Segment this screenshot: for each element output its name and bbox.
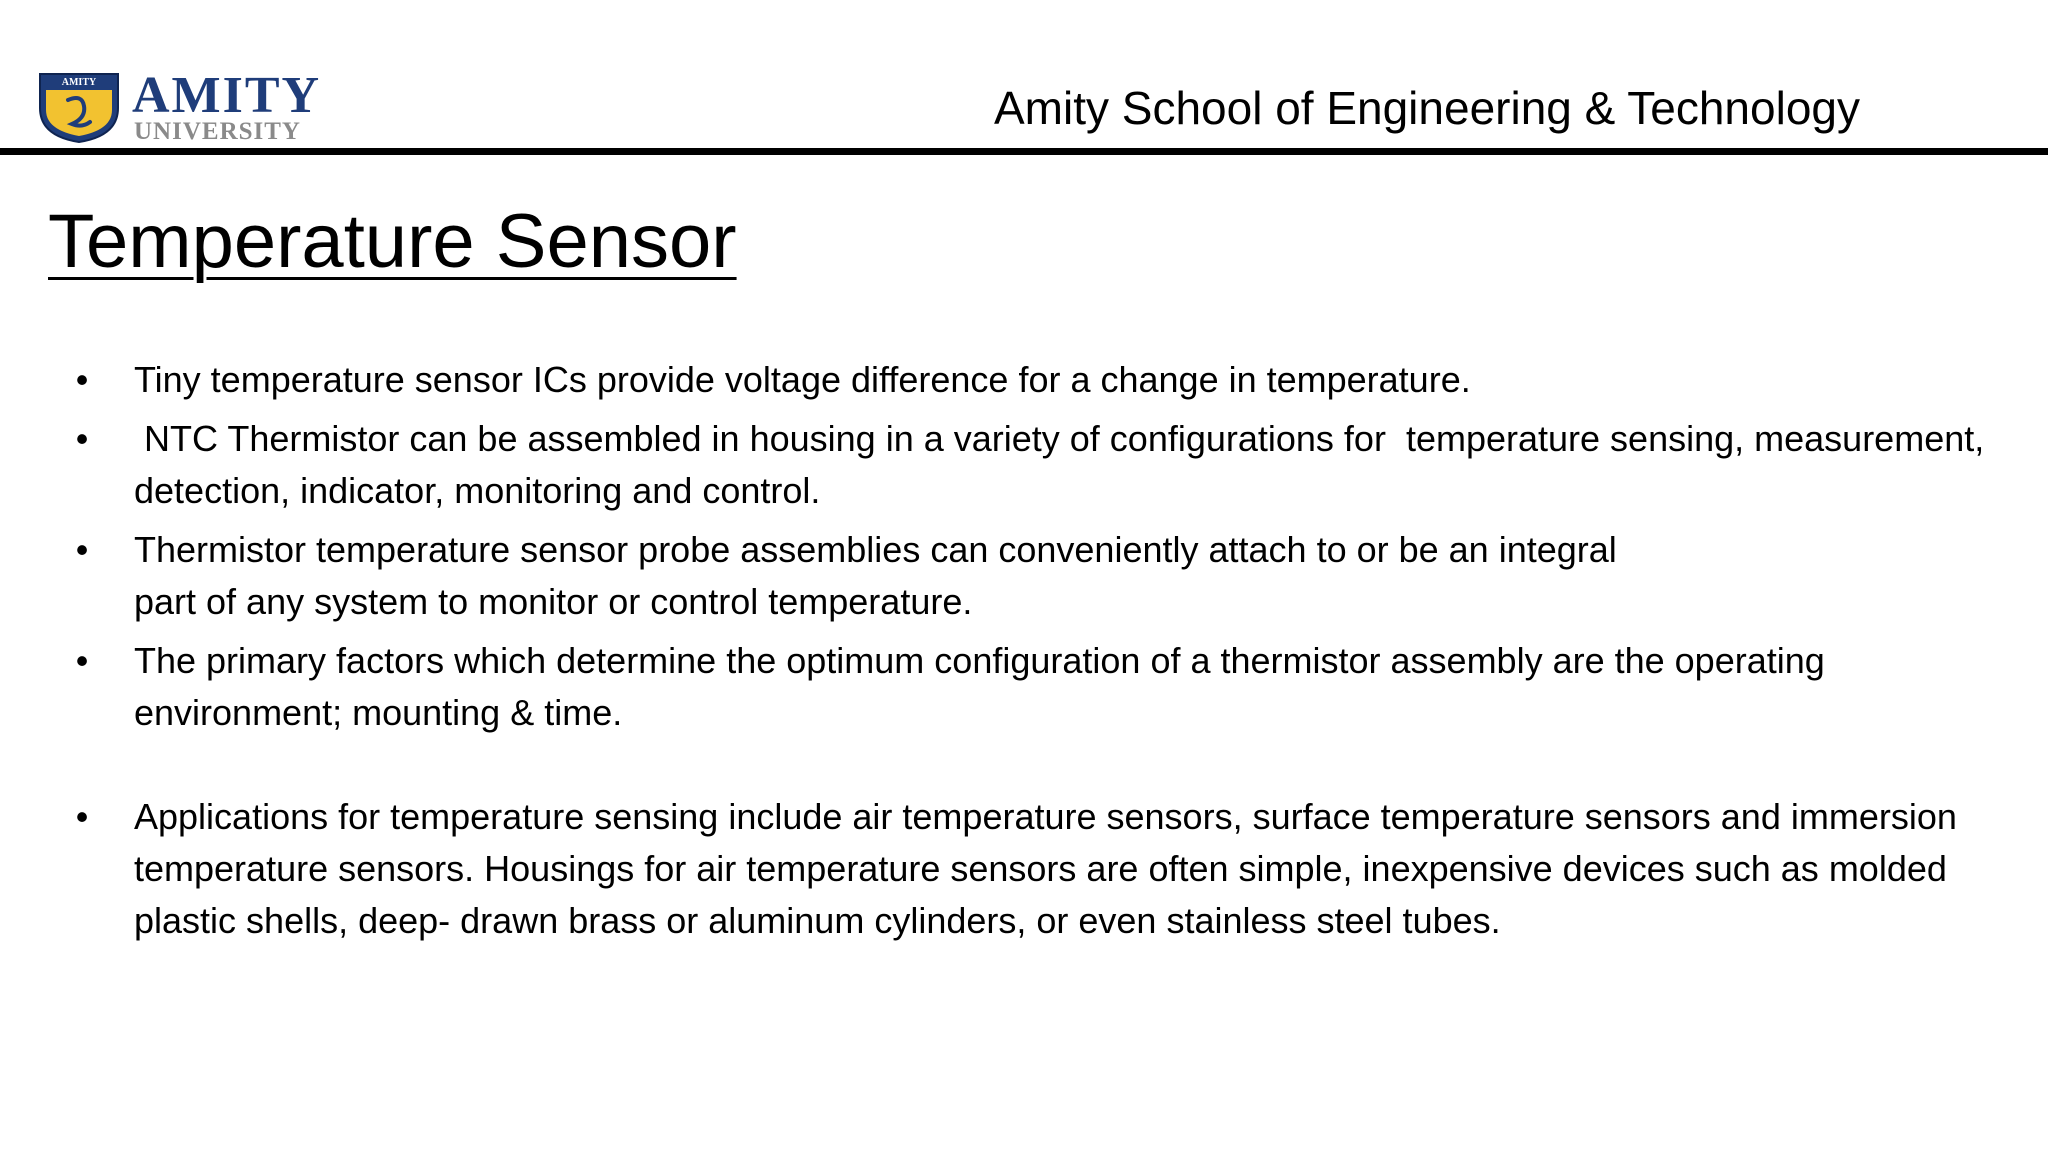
bullet-text: The primary factors which determine the optimum configuration of a thermistor assembly are the operating environment; mounting & time. xyxy=(134,640,1825,733)
bullet-item xyxy=(70,524,2010,628)
bullet-item xyxy=(70,635,2010,739)
logo-name: AMITY xyxy=(132,67,322,124)
bullet-item xyxy=(70,413,2010,517)
bullet-dot-icon: • xyxy=(75,529,89,570)
bullet-item xyxy=(70,791,2010,947)
bullet-dot-icon: • xyxy=(75,359,89,400)
bullet-text: Applications for temperature sensing include air temperature sensors, surface temperature sensors and immersion temperature sensors. Housings for air temperature sensors are often simple, inexpensive devices such as molded plastic shells, deep- drawn brass or aluminum cylinders, or even stainless steel tubes. xyxy=(134,796,1957,941)
logo-sub: UNIVERSITY xyxy=(134,118,301,144)
amity-logo xyxy=(38,66,358,144)
bullet-text: Thermistor temperature sensor probe assemblies can conveniently attach to or be an integral part of any system to monitor or control temperature. xyxy=(134,529,1617,622)
bullet-dot-icon: • xyxy=(75,418,89,459)
shield-text: AMITY xyxy=(61,77,97,88)
bullet-dot-icon: • xyxy=(75,640,89,681)
bullet-text: Tiny temperature sensor ICs provide voltage difference for a change in temperature. xyxy=(134,359,1471,400)
slide-title: Temperature Sensor xyxy=(48,199,737,284)
bullet-list xyxy=(70,354,2010,954)
school-name: Amity School of Engineering & Technology xyxy=(993,82,1860,134)
header-divider xyxy=(0,148,2048,155)
bullet-text: NTC Thermistor can be assembled in housing in a variety of configurations for temperature sensing, measurement, detection, indicator, monitoring and control. xyxy=(134,418,1995,511)
bullet-item xyxy=(70,354,2010,406)
bullet-dot-icon: • xyxy=(75,796,89,837)
